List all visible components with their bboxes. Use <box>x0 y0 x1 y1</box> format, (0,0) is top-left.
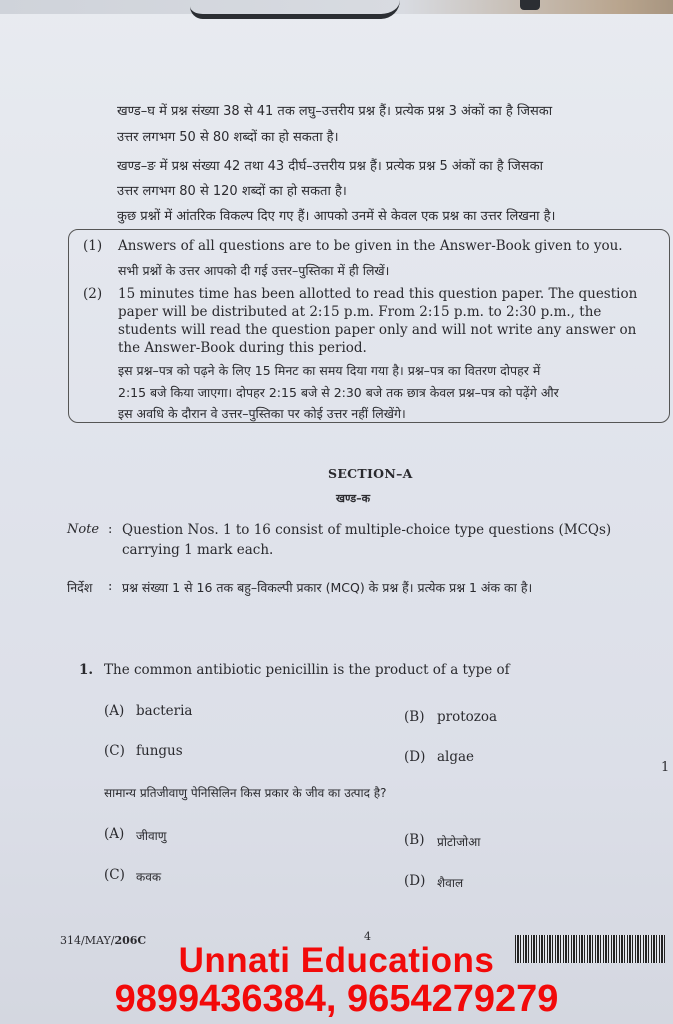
option-b-hindi-text: प्रोटोजोआ <box>437 835 481 849</box>
instruction-2-english-line-3: students will read the question paper only and will not write any answer on <box>118 322 637 338</box>
paper-clip <box>190 0 400 19</box>
instruction-number-1: (1) <box>83 238 103 254</box>
note-text-line-2: carrying 1 mark each. <box>122 542 274 558</box>
question-marks: 1 <box>661 760 670 775</box>
instruction-hindi-line-4: उत्तर लगभग 80 से 120 शब्दों का हो सकता है। <box>117 184 347 199</box>
instruction-hindi-line-3: खण्ड–ङ में प्रश्न संख्या 42 तथा 43 दीर्घ–उत्तरीय प्रश्न हैं। प्रत्येक प्रश्न 5 अंकों का है जिसका <box>117 159 543 174</box>
instruction-1-english: Answers of all questions are to be given in the Answer-Book given to you. <box>118 238 623 254</box>
option-a-text: bacteria <box>136 703 193 719</box>
instruction-1-hindi: सभी प्रश्नों के उत्तर आपको दी गई उत्तर–पुस्तिका में ही लिखें। <box>118 263 390 278</box>
option-c-text: fungus <box>136 743 183 759</box>
instruction-number-2: (2) <box>83 286 103 302</box>
watermark-phone-numbers: 9899436384, 9654279279 <box>114 978 559 1020</box>
note-colon: : <box>108 522 113 537</box>
watermark-brand: Unnati Educations <box>178 941 495 980</box>
question-text: The common antibiotic penicillin is the product of a type of <box>104 662 510 678</box>
option-d-label: (D) <box>404 749 426 765</box>
option-d-hindi-text: शैवाल <box>437 876 464 890</box>
option-c-hindi-text: कवक <box>136 870 162 884</box>
instruction-2-hindi-line-2: 2:15 बजे किया जाएगा। दोपहर 2:15 बजे से 2:30 बजे तक छात्र केवल प्रश्न–पत्र को पढ़ेंगे और <box>118 385 559 400</box>
option-a-hindi-label: (A) <box>104 826 125 842</box>
nirdesh-text: प्रश्न संख्या 1 से 16 तक बहु–विकल्पी प्रकार (MCQ) के प्रश्न हैं। प्रत्येक प्रश्न 1 अंक का है। <box>122 580 533 595</box>
instruction-hindi-line-2: उत्तर लगभग 50 से 80 शब्दों का हो सकता है। <box>117 130 339 145</box>
nirdesh-colon: : <box>108 579 113 594</box>
question-text-hindi: सामान्य प्रतिजीवाणु पेनिसिलिन किस प्रकार के जीव का उत्पाद है? <box>104 786 387 800</box>
option-b-hindi-label: (B) <box>404 832 425 848</box>
question-number: 1. <box>79 662 94 678</box>
instruction-2-english-line-4: the Answer-Book during this period. <box>118 340 367 356</box>
instruction-2-english-line-1: 15 minutes time has been allotted to read this question paper. The question <box>118 286 638 302</box>
option-d-text: algae <box>437 749 475 765</box>
instruction-2-hindi-line-3: इस अवधि के दौरान वे उत्तर–पुस्तिका पर कोई उत्तर नहीं लिखेंगे। <box>118 406 406 421</box>
option-a-label: (A) <box>104 703 125 719</box>
instruction-2-hindi-line-1: इस प्रश्न–पत्र को पढ़ने के लिए 15 मिनट का समय दिया गया है। प्रश्न–पत्र का वितरण दोपहर में <box>118 363 541 378</box>
instruction-hindi-line-5: कुछ प्रश्नों में आंतरिक विकल्प दिए गए हैं। आपको उनमें से केवल एक प्रश्न का उत्तर लिखना है। <box>117 209 556 224</box>
note-label: Note <box>67 522 100 537</box>
option-d-hindi-label: (D) <box>404 873 426 889</box>
page-number: 4 <box>364 930 371 943</box>
instruction-2-english-line-2: paper will be distributed at 2:15 p.m. From 2:15 p.m. to 2:30 p.m., the <box>118 304 602 320</box>
section-title: SECTION–A <box>328 466 413 481</box>
nirdesh-label: निर्देश <box>67 580 93 595</box>
note-text-line-1: Question Nos. 1 to 16 consist of multiple-choice type questions (MCQs) <box>122 522 612 538</box>
paper-clip-end <box>520 0 540 10</box>
option-b-text: protozoa <box>437 709 498 725</box>
paper-code: 314/MAY/206C <box>60 934 147 947</box>
option-c-label: (C) <box>104 743 125 759</box>
option-c-hindi-label: (C) <box>104 867 125 883</box>
option-a-hindi-text: जीवाणु <box>136 829 167 843</box>
section-title-hindi: खण्ड–क <box>336 492 371 505</box>
instruction-hindi-line-1: खण्ड–घ में प्रश्न संख्या 38 से 41 तक लघु–उत्तरीय प्रश्न हैं। प्रत्येक प्रश्न 3 अंकों का है जिसका <box>117 104 553 119</box>
option-b-label: (B) <box>404 709 425 725</box>
